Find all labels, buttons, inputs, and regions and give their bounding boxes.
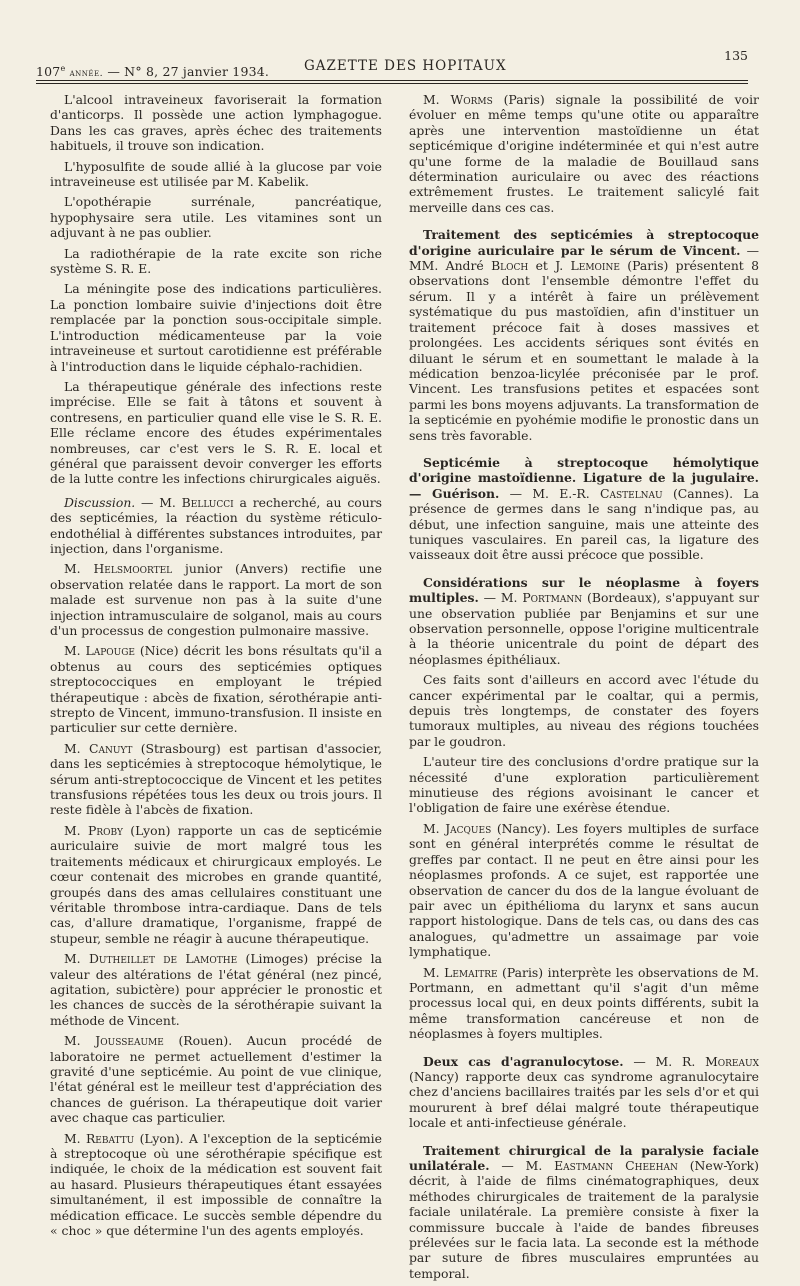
author-name: Bloch	[491, 258, 529, 274]
section-lead: — MM. André	[409, 242, 759, 274]
entry-paragraph	[50, 1131, 382, 1239]
paragraph: L'hyposulfite de soude allié à la glucose par voie intraveineuse est utilisée par M. Kabelik.	[50, 158, 382, 190]
entry-prefix: M.	[64, 951, 89, 967]
entry-paragraph	[409, 965, 759, 1042]
author-name: Lapouge	[85, 643, 135, 659]
author-name: Dutheillet de Lamothe	[88, 951, 238, 967]
entry-text: (Lyon). A l'exception de la septicémie à streptocoque où une sérothérapie spécifique est indiquée, le choix de la médication est souvent fait au hasard. Plusieurs thérapeutiques étant essayées simultanément, il est impossible de connaître la médication efficace. Le succès semble dépendre du « choc » que détermine l'un des agents employés.	[50, 1130, 382, 1239]
entry-paragraph	[50, 1033, 382, 1125]
entry-prefix: M.	[64, 1033, 96, 1049]
section-paragraph	[409, 1143, 759, 1282]
issue-info	[36, 64, 269, 79]
entry-paragraph	[50, 561, 382, 638]
section-title: Considérations sur le néoplasme à foyers multiples.	[409, 574, 759, 606]
section-lead: — M.	[478, 590, 523, 606]
section-title: Traitement chirurgical de la paralysie faciale unilatérale.	[409, 1142, 759, 1173]
right-column	[409, 92, 759, 1286]
journal-title: GAZETTE DES HOPITAUX	[304, 58, 507, 74]
left-column	[50, 92, 382, 1243]
entry-prefix: M.	[64, 740, 89, 756]
paragraph: Ces faits sont d'ailleurs en accord avec l'étude du cancer expérimental par le coaltar, qui a permis, depuis très longtemps, de constater des foyers tumoraux multiples, au niveau des régions touchées par le goudron.	[409, 672, 759, 749]
discussion-label: Discussion.	[64, 494, 136, 510]
entry-text: (Paris) signale la possibilité de voir évoluer en même temps qu'une otite ou apparaître après une intervention mastoïdienne un état septicémique d'origine indéterminée et qui n'est autre qu'une forme de la maladie de Bouillaud sans détermination auriculaire ou avec des réactions extrêmement frustes. Le traitement salicylé fait merveille dans ces cas.	[409, 92, 759, 215]
paragraph: L'alcool intraveineux favoriserait la formation d'anticorps. Il possède une action lymphagogue. Dans les cas graves, après échec des traitements habituels, il trouve son indication.	[50, 92, 382, 154]
entry-paragraph	[50, 951, 382, 1028]
author-name: Rebattu	[85, 1130, 135, 1146]
entry-prefix: M.	[64, 561, 94, 577]
entry-text: (Strasbourg) est partisan d'associer, dans les septicémies à streptocoque hémolytique, le sérum anti-streptococcique de Vincent et les petites transfusions répétées tous les deux ou trois jours. Il reste fidèle à l'abcès de fixation.	[50, 740, 382, 818]
page-number: 135	[724, 48, 748, 63]
entry-prefix: M.	[423, 964, 445, 980]
entry-text: (Nancy). Les foyers multiples de surface sont en général interprétés comme le résultat de greffes par contact. Il ne peut en être ainsi pour les néoplasmes profonds. A ce sujet, est rapportée une observation de cancer du dos de la langue évoluant de pair avec un épithélioma du larynx et sans aucun rapport histologique. Dans de tels cas, ou dans des cas analogues, qu'admettre un assaimage par voie lymphatique.	[409, 820, 759, 960]
header-rule-thin	[36, 83, 748, 84]
section-text: (Cannes). La présence de germes dans le sang n'indique pas, au début, une infection sanguine, mais une atteinte des tuniques vasculaires. En pareil cas, la ligature des vaisseaux doit être aussi précoce que possible.	[409, 485, 759, 563]
section-title: Septicémie à streptocoque hémolytique d'origine mastoïdienne. Ligature de la jugulaire. — Guérison.	[409, 454, 759, 501]
year-number: 107	[36, 64, 61, 80]
section-text: (New-York) décrit, à l'aide de films cinématographiques, deux méthodes chirurgicales de traitement de la paralysie faciale unilatérale. La première consiste à fixer la commissure buccale à l'aide de bandes fibreuses prélevées sur le facia lata. La seconde est la méthode par suture de fibres musculaires empruntées au temporal.	[409, 1158, 759, 1281]
entry-paragraph	[409, 92, 759, 215]
author-name: Proby	[88, 822, 123, 838]
author-name: Castelnau	[599, 485, 663, 501]
paragraph: La thérapeutique générale des infections reste imprécise. Elle se fait à tâtons et souvent à contresens, en particulier quand elle vise le S. R. E. Elle réclame encore des études expérimentales nombreuses, car c'est vers le S. R. E. local et général que paraissent devoir converger les efforts de la lutte contre les infections chirurgicales aiguës.	[50, 378, 382, 487]
author-name: Portmann	[522, 590, 583, 606]
section-text: (Paris) présentent 8 observations dont l'ensemble démontre l'effet du sérum. Il y a intérêt à faire un prélèvement systématique du pus mastoïdien, afin d'instituer un traitement précoce fait à doses massives et prolongées. Les accidents sériques sont évités en diluant le sérum et en soumettant le malade à la médication benzoa-licylée préconisée par le prof. Vincent. Les transfusions petites et espacées sont parmi les bons moyens adjuvants. La transformation de la septicémie en pyohémie modifie le pronostic dans un sens très favorable.	[409, 258, 759, 443]
entry-text: (Rouen). Aucun procédé de laboratoire ne permet actuellement d'estimer la gravité d'une septicémie. Au point de vue clinique, l'état général est le meilleur test d'appréciation des chances de guérison. La thérapeutique doit varier avec chaque cas particulier.	[50, 1033, 382, 1126]
entry-paragraph	[50, 643, 382, 735]
entry-prefix: M.	[64, 1130, 86, 1146]
author-name: Eastmann Cheehan	[554, 1158, 678, 1173]
author-name: Helsmoortel	[93, 561, 173, 577]
discussion-text: a recherché, au cours des septicémies, la réaction du système réticulo-endothélial à différentes substances introduites, par injection, dans l'organisme.	[50, 494, 382, 556]
author-name: Lemoine	[570, 258, 620, 274]
discussion-paragraph: Discussion. — M. Bellucci a recherché, au cours des septicémies, la réaction du système réticulo-endothélial à différentes substances introduites, par injection, dans l'organisme.	[50, 494, 382, 556]
paragraph: La radiothérapie de la rate excite son riche système S. R. E.	[50, 245, 382, 277]
author-name: Canuyt	[88, 740, 133, 756]
author-name: Worms	[450, 92, 493, 107]
header-rule	[36, 80, 748, 81]
paragraph: L'auteur tire des conclusions d'ordre pratique sur la nécessité d'une exploration particulièrement minutieuse des régions avoisinant le cancer et l'obligation de faire une exérèse étendue.	[409, 754, 759, 816]
entry-text: (Lyon) rapporte un cas de septicémie auriculaire suivie de mort malgré tous les traitements médicaux et chirurgicaux employés. Le cœur contenait des microbes en grande quantité, groupés dans des amas cellulaires constituant une véritable thrombose intra-cardiaque. Dans de tels cas, d'allure dramatique, l'organisme, frappé de stupeur, semble ne réagir à aucune thérapeutique.	[50, 822, 382, 946]
section-paragraph	[409, 575, 759, 667]
author-name: Lemaitre	[444, 964, 498, 980]
section-lead: — M.	[489, 1158, 555, 1173]
year-sup: e	[60, 64, 66, 73]
section-paragraph: Traitement des septicémies à streptocoque d'origine auriculaire par le sérum de Vincent. — MM. André Bloch et J. Lemoine (Paris) présentent 8 observations dont l'ensemble démontre l'effet du sérum. Il y a intérêt à faire un prélèvement systématique du pus mastoïdien, afin d'instituer un traitement précoce fait à doses massives et prolongées. Les accidents sériques sont évités en diluant le sérum et en soumettant le malade à la médication benzoa-licylée préconisée par le prof. Vincent. Les transfusions petites et espacées sont parmi les bons moyens adjuvants. La transformation de la septicémie en pyohémie modifie le pronostic dans un sens très favorable.	[409, 227, 759, 443]
entry-text: (Nice) décrit les bons résultats qu'il a obtenus au cours des septicémies optiques streptococciques en employant le trépied thérapeutique : abcès de fixation, sérothérapie anti-strepto de Vincent, immuno-transfusion. Il insiste en particulier sur cette dernière.	[50, 643, 382, 736]
entry-paragraph	[50, 741, 382, 818]
entry-text: (Limoges) précise la valeur des altérations de l'état général (nez pincé, agitation, subictère) pour apprécier le pronostic et les chances de succès de la sérothérapie suivant la méthode de Vincent.	[50, 951, 382, 1028]
entry-paragraph	[50, 823, 382, 946]
issue-date: — N° 8, 27 janvier 1934.	[103, 64, 270, 80]
section-title: Deux cas d'agranulocytose.	[423, 1053, 624, 1069]
page-header	[36, 50, 748, 80]
entry-prefix: M.	[64, 822, 89, 838]
paragraph: L'opothérapie surrénale, pancréatique, hypophysaire sera utile. Les vitamines sont un adjuvant à ne pas oublier.	[50, 194, 382, 241]
entry-prefix: M.	[64, 643, 86, 659]
section-lead: — M. E.-R.	[499, 485, 600, 501]
section-paragraph	[409, 455, 759, 563]
entry-text: (Paris) interprète les observations de M. Portmann, en admettant qu'il s'agit d'un même processus local qui, en deux points différents, subit la même transformation cancéreuse et non de néoplasmes à foyers multiples.	[409, 964, 759, 1042]
section-text: (Nancy) rapporte deux cas syndrome agranulocytaire chez d'anciens bacillaires traités par les sels d'or et qui moururent à bref délai malgré toute thérapeutique locale et anti-infectieuse générale.	[409, 1068, 759, 1131]
section-title: Traitement des septicémies à streptocoque d'origine auriculaire par le sérum de Vincent.	[409, 227, 759, 258]
paragraph: La méningite pose des indications particulières. La ponction lombaire suivie d'injections doit être remplacée par la ponction sous-occipitale simple. L'introduction médicamenteuse par la voie intraveineuse et surtout carotidienne est préférable à l'introduction dans le liquide céphalo-rachidien.	[50, 281, 382, 374]
entry-prefix: M.	[423, 820, 446, 836]
section-paragraph	[409, 1054, 759, 1131]
entry-prefix: M.	[423, 92, 451, 107]
author-name: Moreaux	[705, 1053, 759, 1069]
section-text: (Bordeaux), s'appuyant sur une observation publiée par Benjamins et sur une observation personnelle, oppose l'origine multicentrale à la théorie unicentrale du point de départ des néoplasmes épithéliaux.	[409, 590, 759, 667]
author-name: Jacques	[445, 820, 492, 836]
author-name: Jousseaume	[95, 1033, 164, 1049]
entry-text: junior (Anvers) rectifie une observation relatée dans le rapport. La mort de son malade est survenue non pas à la suite d'une injection intramusculaire de solganol, mais au cours d'un processus de congestion pulmonaire massive.	[50, 561, 382, 638]
annee-label: année.	[69, 68, 104, 80]
section-lead: — M. R.	[623, 1053, 706, 1069]
entry-paragraph	[409, 821, 759, 960]
author-name: Bellucci	[181, 494, 234, 510]
